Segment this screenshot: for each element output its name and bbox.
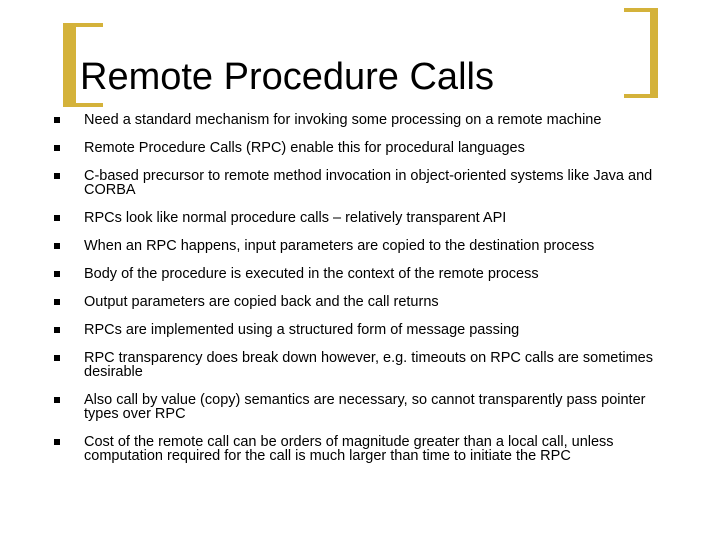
bullet-item [50,351,670,379]
bullet-text: RPCs look like normal procedure calls – relatively transparent API [84,210,507,226]
square-bullet-icon [54,215,60,221]
square-bullet-icon [54,327,60,333]
square-bullet-icon [54,145,60,151]
bullet-item [50,295,670,309]
bullet-item [50,435,670,463]
bullet-item [50,211,670,225]
bullet-item [50,239,670,253]
title-bracket-left-top [63,23,103,27]
bullet-text: Need a standard mechanism for invoking some processing on a remote machine [84,112,602,128]
bullet-text: Remote Procedure Calls (RPC) enable this for procedural languages [84,140,525,156]
bullet-item [50,169,670,197]
square-bullet-icon [54,173,60,179]
bullet-text: Cost of the remote call can be orders of magnitude greater than a local call, unless computation required for the call is much larger than time to initiate the RPC [84,434,614,464]
square-bullet-icon [54,117,60,123]
square-bullet-icon [54,271,60,277]
bullet-text: RPCs are implemented using a structured form of message passing [84,322,520,338]
title-bracket-right-top [624,8,658,12]
bullet-item [50,267,670,281]
bullet-item [50,141,670,155]
bullet-item [50,113,670,127]
bullet-list [50,113,670,477]
bullet-item [50,393,670,421]
slide-title: Remote Procedure Calls [80,56,494,98]
title-bracket-left-bottom [63,103,103,107]
square-bullet-icon [54,397,60,403]
bullet-text: Body of the procedure is executed in the context of the remote process [84,266,539,282]
bullet-text: Output parameters are copied back and the call returns [84,294,439,310]
title-bracket-left [63,23,76,107]
bullet-item [50,323,670,337]
square-bullet-icon [54,439,60,445]
square-bullet-icon [54,355,60,361]
bullet-text: Also call by value (copy) semantics are necessary, so cannot transparently pass pointer types over RPC [84,392,646,422]
square-bullet-icon [54,299,60,305]
bullet-text: C-based precursor to remote method invocation in object-oriented systems like Java and CORBA [84,168,653,198]
title-bracket-right-bottom [624,94,658,98]
square-bullet-icon [54,243,60,249]
bullet-text: RPC transparency does break down however, e.g. timeouts on RPC calls are sometimes desirable [84,350,653,380]
title-bracket-right [650,8,658,98]
bullet-text: When an RPC happens, input parameters are copied to the destination process [84,238,595,254]
